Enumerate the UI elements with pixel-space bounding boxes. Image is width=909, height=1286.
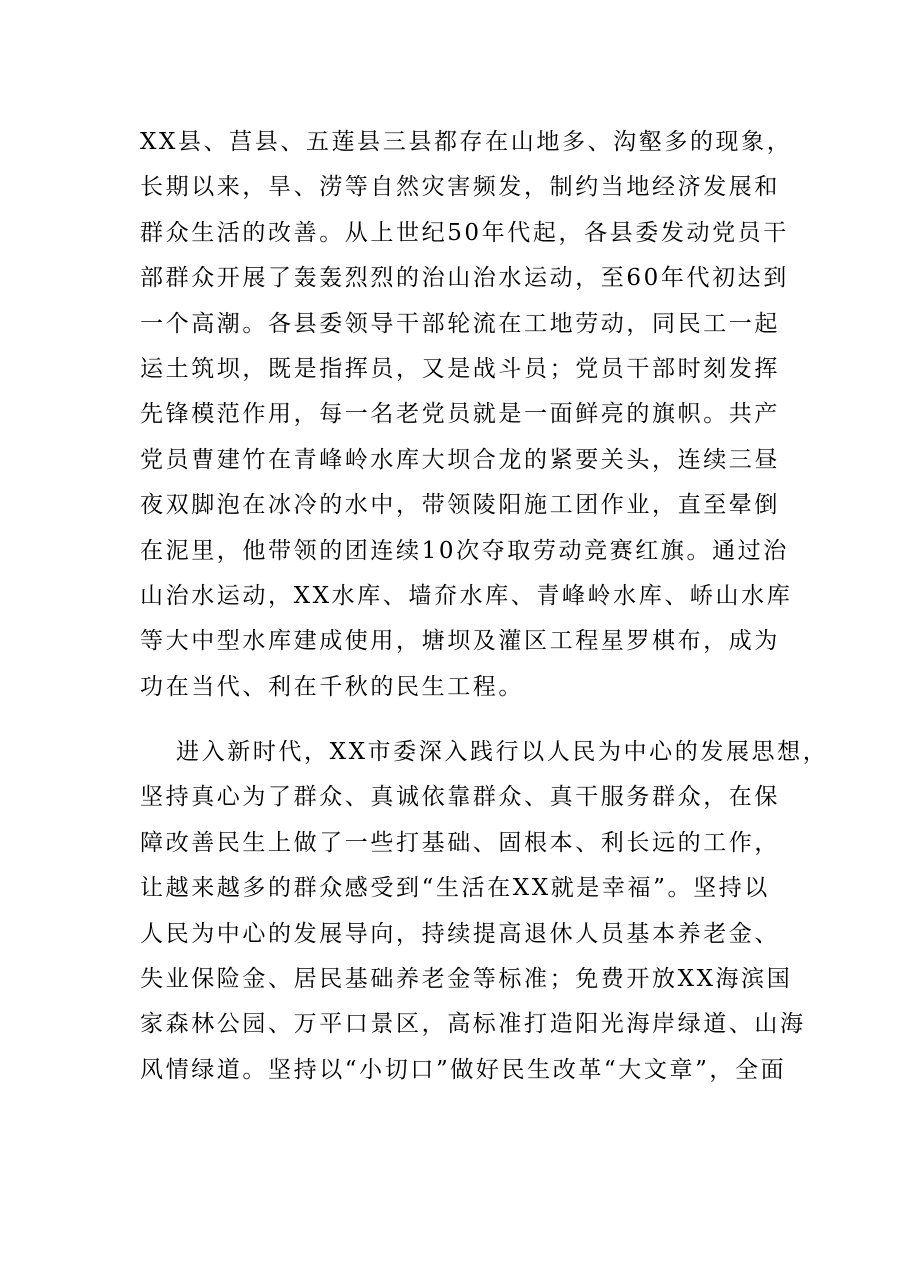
paragraph-line: 部群众开展了轰轰烈烈的治山治水运动，至60年代初达到 <box>140 265 789 292</box>
paragraph-line: 群众生活的改善。从上世纪50年代起，各县委发动党员干 <box>140 219 789 246</box>
paragraph-1 <box>140 120 793 710</box>
paragraph-line: 家森林公园、万平口景区，高标准打造阳光海岸绿道、山海 <box>140 1011 806 1038</box>
paragraph-2 <box>140 730 829 1093</box>
paragraph-line: 让越来越多的群众感受到“生活在XX就是幸福”。坚持以 <box>140 875 770 902</box>
paragraph-line: 在泥里，他带领的团连续10次夺取劳动竞赛红旗。通过治 <box>140 537 789 564</box>
paragraph-line: 功在当代、利在千秋的民生工程。 <box>140 673 524 700</box>
paragraph-line: 人民为中心的发展导向，持续提高退休人员基本养老金、 <box>140 920 780 947</box>
paragraph-line: 运土筑坝，既是指挥员，又是战斗员；党员干部时刻发挥 <box>140 355 780 382</box>
paragraph-line: 夜双脚泡在冰冷的水中，带领陵阳施工团作业，直至晕倒 <box>140 492 780 519</box>
paragraph-line: 党员曹建竹在青峰岭水库大坝合龙的紧要关头，连续三昼 <box>140 446 780 473</box>
paragraph-line: 坚持真心为了群众、真诚依靠群众、真干服务群众，在保 <box>140 784 780 811</box>
paragraph-line: 山治水运动，XX水库、墙夼水库、青峰岭水库、峤山水库 <box>140 582 793 609</box>
paragraph-line: 先锋模范作用，每一名老党员就是一面鲜亮的旗帜。共产 <box>140 401 780 428</box>
paragraph-line: 进入新时代，XX市委深入践行以人民为中心的发展思想， <box>176 739 829 765</box>
paragraph-line: 失业保险金、居民基础养老金等标准；免费开放XX海滨国 <box>140 965 793 992</box>
paragraph-line: 等大中型水库建成使用，塘坝及灌区工程星罗棋布，成为 <box>140 628 780 655</box>
paragraph-line: XX县、莒县、五莲县三县都存在山地多、沟壑多的现象， <box>140 129 793 155</box>
paragraph-line: 一个高潮。各县委领导干部轮流在工地劳动，同民工一起 <box>140 310 780 337</box>
paragraph-line: 风情绿道。坚持以“小切口”做好民生改革“大文章”，全面 <box>140 1056 787 1083</box>
paragraph-line: 长期以来，旱、涝等自然灾害频发，制约当地经济发展和 <box>140 174 780 201</box>
paragraph-line: 障改善民生上做了一些打基础、固根本、利长远的工作， <box>140 829 780 856</box>
